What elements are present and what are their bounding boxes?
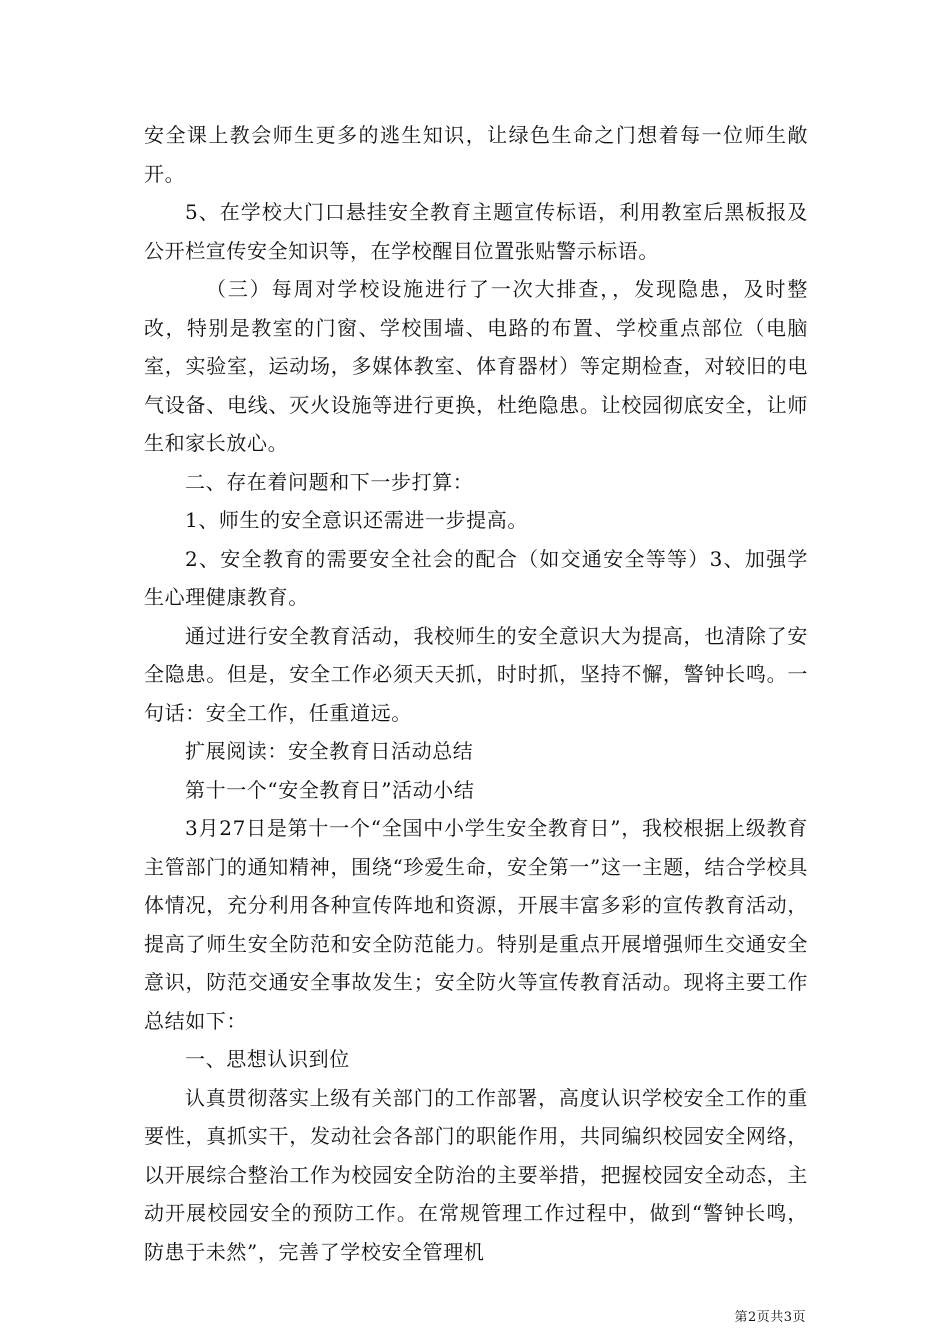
page-number: 第2页共3页 — [734, 1310, 806, 1325]
paragraph: 3月27日是第十一个“全国中小学生安全教育日”，我校根据上级教育主管部门的通知精神，围绕“珍爱生命，安全第一”这一主题，结合学校具体情况，充分利用各种宣传阵地和资源，开展丰富多彩的宣传教育活动，提高了师生安全防范和安全防范能力。特别是重点开展增强师生交通安全意识，防范交通安全事故发生；安全防火等宣传教育活动。现将主要工作总结如下： — [144, 816, 808, 1033]
paragraph: 通过进行安全教育活动，我校师生的安全意识大为提高，也清除了安全隐患。但是，安全工作必须天天抓，时时抓，坚持不懈，警钟长鸣。一句话：安全工作，任重道远。 — [144, 623, 808, 725]
paragraph: 5、在学校大门口悬挂安全教育主题宣传标语，利用教室后黑板报及公开栏宣传安全知识等，在学校醒目位置张贴警示标语。 — [144, 200, 808, 263]
paragraph: 安全课上教会师生更多的逃生知识，让绿色生命之门想着每一位师生敞开。 — [144, 123, 808, 186]
paragraph: 认真贯彻落实上级有关部门的工作部署，高度认识学校安全工作的重要性，真抓实干，发动社会各部门的职能作用，共同编织校园安全网络，以开展综合整治工作为校园安全防治的主要举措，把握校园安全动态，主动开展校园安全的预防工作。在常规管理工作过程中，做到“警钟长鸣，防患于未然”，完善了学校安全管理机 — [144, 1085, 808, 1264]
list-item: 1、师生的安全意识还需进一步提高。 — [185, 508, 528, 532]
section-heading: 二、存在着问题和下一步打算： — [185, 469, 474, 494]
article-title: 第十一个“安全教育日”活动小结 — [185, 777, 475, 802]
document-body — [144, 116, 808, 1271]
extended-reading-heading: 扩展阅读：安全教育日活动总结 — [185, 739, 474, 763]
list-item: 2、安全教育的需要安全社会的配合（如交通安全等等）3、加强学生心理健康教育。 — [144, 546, 808, 609]
paragraph: （三）每周对学校设施进行了一次大排查，，发现隐患，及时整改，特别是教室的门窗、学校围墙、电路的布置、学校重点部位（电脑室，实验室，运动场，多媒体教室、体育器材）等定期检查，对较旧的电气设备、电线、灭火设施等进行更换，杜绝隐患。让校园彻底安全，让师生和家长放心。 — [144, 277, 808, 455]
section-heading: 一、思想认识到位 — [185, 1047, 350, 1071]
